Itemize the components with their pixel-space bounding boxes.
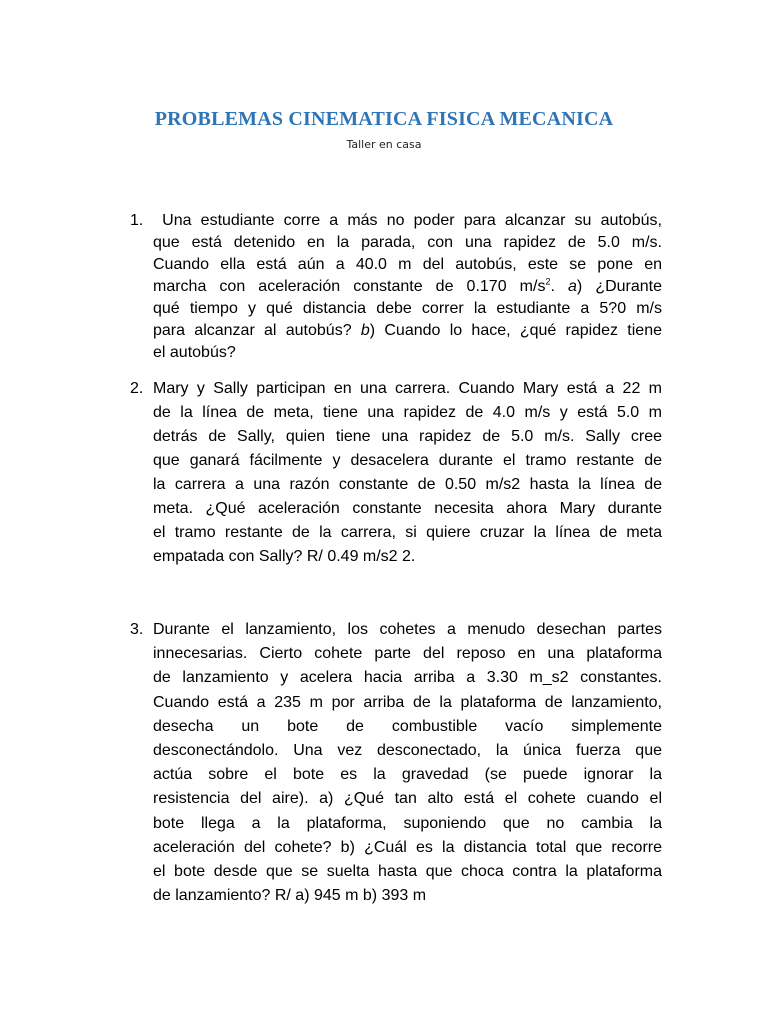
problem-line: empatada con Sally? R/ 0.49 m/s2 2. [153,548,416,565]
problem-line: Una estudiante corre a más no poder para alcanzar su autobús, [153,212,662,229]
problem-line: Cuando está a 235 m por arriba de la plataforma de lanzamiento, [153,693,662,711]
problem-line: de lanzamiento y acelera hacia arriba a 3.30 m_s2 constantes. [153,669,662,687]
problem-text [153,377,662,569]
problem-line-text: ) Cuando lo hace, ¿qué rapidez tiene [369,322,663,339]
problem-3 [130,618,662,908]
problem-line: desecha un bote de combustible vacío simplemente [153,717,662,735]
problem-line-text: ) ¿Durante [576,278,663,295]
part-label-b: b [360,322,370,339]
problem-line: que ganará fácilmente y desacelera durante el tramo restante de [153,452,662,469]
problem-line: meta. ¿Qué aceleración constante necesita ahora Mary durante [153,500,662,517]
problem-number: 1. [130,212,144,229]
problem-line: que está detenido en la parada, con una rapidez de 5.0 m/s. [153,234,662,251]
superscript: 2 [545,276,551,287]
problem-line: de la línea de meta, tiene una rapidez de 4.0 m/s y está 5.0 m [153,404,662,421]
problem-number: 2. [130,380,144,397]
problem-2 [130,377,662,569]
problem-line: qué tiempo y qué distancia debe correr la estudiante a 5?0 m/s [153,300,662,317]
problem-line: Cuando ella está aún a 40.0 m del autobús, este se pone en [153,256,662,273]
problem-line: detrás de Sally, quien tiene una rapidez de 5.0 m/s. Sally cree [153,428,662,445]
document-subtitle: Taller en casa [346,138,422,151]
problem-line: el tramo restante de la carrera, si quiere cruzar la línea de meta [153,524,662,541]
problem-line: el bote desde que se suelta hasta que choca contra la plataforma [153,863,662,881]
problem-line [153,320,662,342]
problem-line-text: para alcanzar al autobús? [153,322,361,339]
problem-line: desconectándolo. Una vez desconectado, la única fuerza que [153,742,662,760]
document-title: PROBLEMAS CINEMATICA FISICA MECANICA [154,108,614,130]
problem-line: Durante el lanzamiento, los cohetes a menudo desechan partes [153,621,662,638]
problem-line: el autobús? [153,344,236,361]
problem-line: la carrera a una razón constante de 0.50 m/s2 hasta la línea de [153,476,662,493]
problem-number: 3. [130,621,144,638]
problem-line: resistencia del aire). a) ¿Qué tan alto está el cohete cuando el [153,790,662,808]
problem-line [153,276,662,298]
problem-1 [130,210,662,364]
problem-line: actúa sobre el bote es la gravedad (se puede ignorar la [153,766,662,784]
part-label-a: a [568,278,577,295]
problem-line-text: marcha con aceleración constante de 0.170 m/s [153,278,546,295]
problem-line: bote llega a la plataforma, suponiendo que no cambia la [153,814,662,832]
problem-line: de lanzamiento? R/ a) 945 m b) 393 m [153,887,427,905]
problem-line: innecesarias. Cierto cohete parte del reposo en una plataforma [153,645,662,663]
problem-text [153,210,662,364]
problem-line-text: . [550,278,568,295]
problem-line: aceleración del cohete? b) ¿Cuál es la distancia total que recorre [153,838,662,856]
problem-line: Mary y Sally participan en una carrera. Cuando Mary está a 22 m [153,380,662,397]
problem-text [153,618,662,908]
